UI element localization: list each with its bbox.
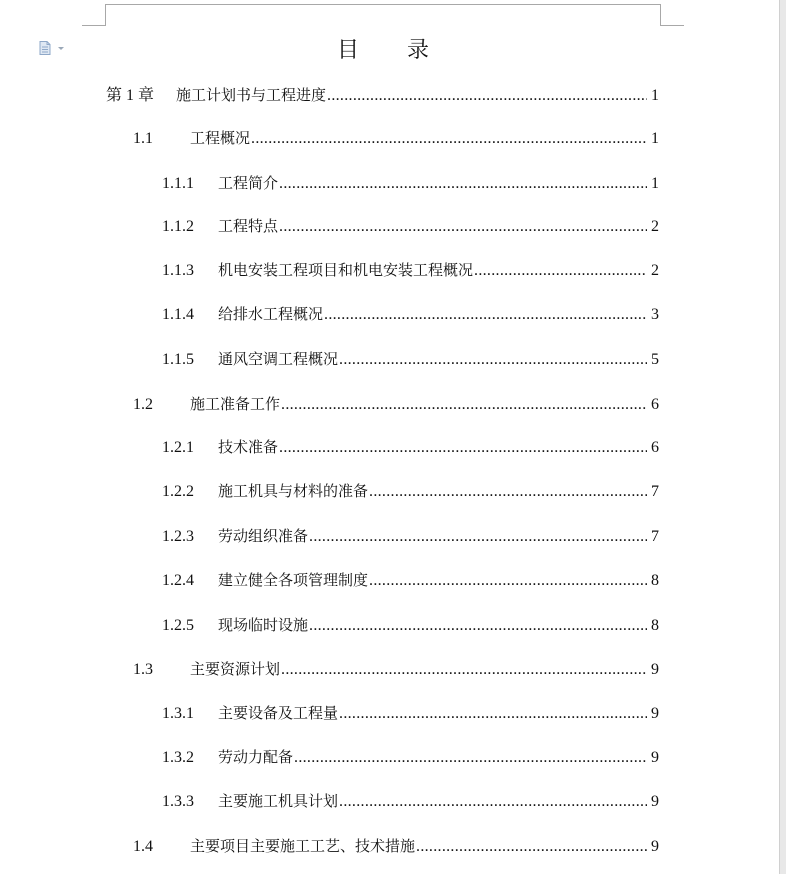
toc-entry-number: 1.3 bbox=[133, 661, 153, 678]
toc-entry-1-2-3[interactable] bbox=[162, 524, 659, 548]
toc-entry-label: 工程概况 bbox=[190, 129, 251, 147]
dot-leader bbox=[369, 480, 647, 504]
toc-entry-label: 施工机具与材料的准备 bbox=[218, 482, 369, 500]
toc-entry-page: 6 bbox=[651, 396, 659, 413]
toc-entry-number: 1.2.2 bbox=[162, 483, 194, 500]
toc-entry-1-2-4[interactable] bbox=[162, 568, 659, 592]
toc-entry-1-3-1[interactable] bbox=[162, 701, 659, 725]
toc-title bbox=[0, 33, 766, 64]
toc-entry-page: 2 bbox=[651, 218, 659, 235]
toc-entry-label: 劳动组织准备 bbox=[218, 527, 309, 545]
dot-leader bbox=[339, 348, 647, 372]
toc-entry-1-1-3[interactable] bbox=[162, 258, 659, 282]
toc-entry-label: 主要项目主要施工工艺、技术措施 bbox=[190, 837, 416, 855]
corner-mark-top-right-v bbox=[660, 4, 661, 26]
toc-entry-page: 2 bbox=[651, 262, 659, 279]
toc-entry-label: 机电安装工程项目和机电安装工程概况 bbox=[218, 261, 474, 279]
toc-entry-number: 1.3.1 bbox=[162, 705, 194, 722]
page-top-edge bbox=[105, 4, 661, 5]
toc-entry-label: 现场临时设施 bbox=[218, 616, 309, 634]
toc-entry-1-4[interactable] bbox=[133, 834, 659, 858]
toc-entry-number: 1.1.2 bbox=[162, 218, 194, 235]
toc-entry-1-3[interactable] bbox=[133, 657, 659, 681]
toc-entry-number: 1.2.5 bbox=[162, 617, 194, 634]
toc-entry-page: 1 bbox=[651, 87, 659, 104]
toc-entry-number: 1.1.4 bbox=[162, 306, 194, 323]
dot-leader bbox=[327, 84, 647, 108]
toc-entry-number: 1.1.3 bbox=[162, 262, 194, 279]
toc-entry-page: 9 bbox=[651, 749, 659, 766]
toc-entry-page: 1 bbox=[651, 175, 659, 192]
toc-entry-label: 工程简介 bbox=[218, 174, 279, 192]
toc-entry-label: 通风空调工程概况 bbox=[218, 350, 339, 368]
dot-leader bbox=[281, 393, 647, 417]
dot-leader bbox=[279, 436, 647, 460]
toc-entry-number: 1.4 bbox=[133, 838, 153, 855]
toc-entry-label: 给排水工程概况 bbox=[218, 305, 324, 323]
toc-entry-chapter-1[interactable] bbox=[106, 83, 659, 107]
toc-entry-page: 7 bbox=[651, 528, 659, 545]
toc-entry-label: 施工准备工作 bbox=[190, 395, 281, 413]
toc-entry-page: 9 bbox=[651, 705, 659, 722]
toc-entry-page: 5 bbox=[651, 351, 659, 368]
toc-entry-number: 1.2.1 bbox=[162, 439, 194, 456]
toc-entry-1-1-2[interactable] bbox=[162, 214, 659, 238]
toc-entry-label: 施工计划书与工程进度 bbox=[176, 86, 327, 104]
toc-entry-label: 主要设备及工程量 bbox=[218, 704, 339, 722]
toc-entry-label: 工程特点 bbox=[218, 217, 279, 235]
corner-mark-top-right-h bbox=[660, 25, 684, 26]
toc-entry-label: 主要施工机具计划 bbox=[218, 792, 339, 810]
dot-leader bbox=[281, 658, 647, 682]
toc-entry-number: 1.2 bbox=[133, 396, 153, 413]
toc-entry-page: 1 bbox=[651, 130, 659, 147]
toc-entry-1-1-4[interactable] bbox=[162, 302, 659, 326]
dot-leader bbox=[309, 614, 647, 638]
dot-leader bbox=[416, 835, 647, 859]
toc-entry-1-3-3[interactable] bbox=[162, 789, 659, 813]
dot-leader bbox=[369, 569, 647, 593]
toc-entry-page: 9 bbox=[651, 661, 659, 678]
toc-entry-page: 8 bbox=[651, 572, 659, 589]
toc-entry-page: 8 bbox=[651, 617, 659, 634]
dot-leader bbox=[279, 215, 647, 239]
toc-entry-label: 主要资源计划 bbox=[190, 660, 281, 678]
dot-leader bbox=[324, 303, 647, 327]
toc-entry-label: 劳动力配备 bbox=[218, 748, 294, 766]
dot-leader bbox=[251, 127, 647, 151]
toc-entry-1-2-5[interactable] bbox=[162, 613, 659, 637]
toc-title-char-2: 录 bbox=[407, 38, 430, 63]
toc-entry-1-1-1[interactable] bbox=[162, 171, 659, 195]
dot-leader bbox=[294, 746, 647, 770]
toc-entry-1-1-5[interactable] bbox=[162, 347, 659, 371]
toc-entry-number: 第 1 章 bbox=[106, 87, 155, 104]
toc-entry-number: 1.1 bbox=[133, 130, 153, 147]
toc-entry-1-2-2[interactable] bbox=[162, 479, 659, 503]
dot-leader bbox=[339, 790, 647, 814]
toc-entry-1-2-1[interactable] bbox=[162, 435, 659, 459]
toc-entry-page: 7 bbox=[651, 483, 659, 500]
toc-entry-page: 6 bbox=[651, 439, 659, 456]
toc-entry-number: 1.3.2 bbox=[162, 749, 194, 766]
toc-entry-1-3-2[interactable] bbox=[162, 745, 659, 769]
dot-leader bbox=[339, 702, 647, 726]
toc-entry-page: 3 bbox=[651, 306, 659, 323]
toc-entry-label: 技术准备 bbox=[218, 438, 279, 456]
toc-entry-number: 1.3.3 bbox=[162, 793, 194, 810]
dot-leader bbox=[309, 525, 647, 549]
dot-leader bbox=[279, 172, 647, 196]
window-edge bbox=[779, 0, 786, 874]
toc-entry-number: 1.1.1 bbox=[162, 175, 194, 192]
toc-entry-label: 建立健全各项管理制度 bbox=[218, 571, 369, 589]
toc-title-char-1: 目 bbox=[336, 38, 359, 63]
corner-mark-top-left-v bbox=[105, 4, 106, 26]
corner-mark-top-left-h bbox=[82, 25, 106, 26]
toc-entry-1-2[interactable] bbox=[133, 392, 659, 416]
toc-entry-page: 9 bbox=[651, 838, 659, 855]
dot-leader bbox=[474, 259, 647, 283]
toc-entry-number: 1.2.4 bbox=[162, 572, 194, 589]
toc-entry-number: 1.2.3 bbox=[162, 528, 194, 545]
toc-entry-1-1[interactable] bbox=[133, 126, 659, 150]
toc-entry-number: 1.1.5 bbox=[162, 351, 194, 368]
toc-entry-page: 9 bbox=[651, 793, 659, 810]
